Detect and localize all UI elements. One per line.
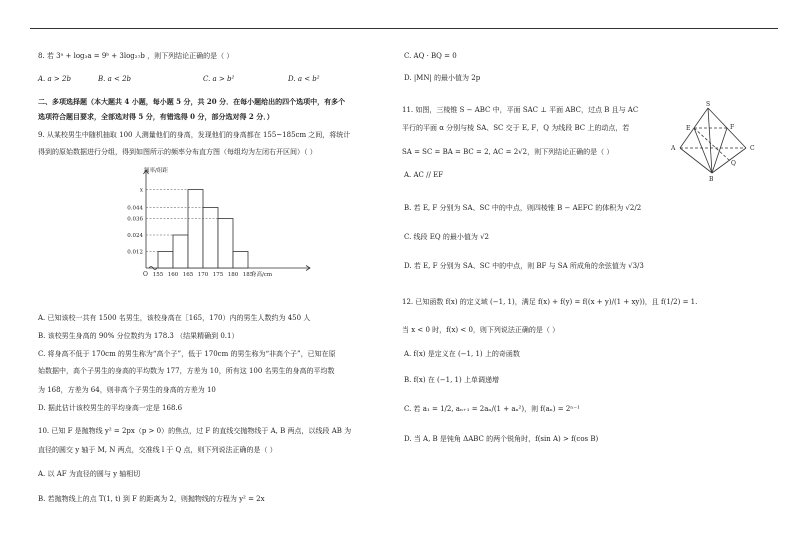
label-f: F xyxy=(730,124,735,131)
histogram-bar xyxy=(173,235,188,268)
q9-option-c-line2: 始数据中，高个子男生的身高的平均数为 177，方差为 10，所有这 100 名男生的身高的平均数 xyxy=(38,367,335,375)
q10-option-c: C. AQ · BQ = 0 xyxy=(404,52,457,60)
y-tick-label: 0.044 xyxy=(127,205,143,212)
q11-line1: 11. 如图，三棱锥 S − ABC 中，平面 SAC ⊥ 平面 ABC，过点 B 且与 AC xyxy=(402,106,639,114)
q9-option-d: D. 据此估计该校男生的平均身高一定是 168.6 xyxy=(38,404,183,412)
edge-cb xyxy=(712,148,746,173)
histogram-bar xyxy=(218,219,233,269)
q11-option-a: A. AC // EF xyxy=(404,171,444,179)
histogram-bar xyxy=(188,190,203,269)
q11-option-c: C. 线段 EQ 的最小值为 √2 xyxy=(404,233,489,241)
origin-label: O xyxy=(143,271,148,278)
edge-sb xyxy=(708,108,712,173)
q10-option-d: D. |MN| 的最小值为 2p xyxy=(404,74,481,82)
x-tick-label: 160 xyxy=(167,272,179,278)
q12-option-a: A. f(x) 是定义在 (−1, 1) 上的奇函数 xyxy=(404,350,520,358)
label-e: E xyxy=(686,125,691,132)
label-s: S xyxy=(706,101,711,108)
header-rule xyxy=(30,28,778,29)
q10-line2: 直径的圆交 y 轴于 M, N 两点，交准线 l 于 Q 点，则下列说法正确的是（ ） xyxy=(38,446,277,454)
q12-option-c: C. 若 a₁ = 1/2, aₙ₊₁ = 2aₙ/(1 + aₙ²)，则 f(aₙ) = 2ⁿ⁻¹ xyxy=(404,405,580,413)
tetrahedron-diagram xyxy=(668,100,763,182)
edge-fb xyxy=(712,128,727,173)
x-tick-label: 175 xyxy=(212,272,224,278)
label-q: Q xyxy=(731,160,736,167)
q12-option-b: B. f(x) 在 (−1, 1) 上单调递增 xyxy=(404,376,499,384)
histogram-bar xyxy=(158,252,173,269)
q9-option-a: A. 已知该校一共有 1500 名男生，该校身高在［165，170）内的男生人数约为 450 人 xyxy=(38,314,311,322)
y-tick-label: 0.036 xyxy=(127,216,143,223)
label-c: C xyxy=(750,145,755,152)
histogram-bar xyxy=(203,208,218,269)
q8-option-d: D. a < b² xyxy=(288,75,320,83)
x-tick-label: 155 xyxy=(152,272,164,278)
q9-line2: 得到的原始数据进行分组，得到如图所示的频率分布直方图（每组均为左闭右开区间）（ ） xyxy=(38,148,317,156)
q11-line3: SA = SC = BA = BC = 2, AC = 2√2，则下列结论正确的是（ ） xyxy=(402,148,614,156)
q10-line1: 10. 已知 F 是抛物线 y² = 2px（p > 0）的焦点，过 F 的直线交抛物线于 A, B 两点，以线段 AB 为 xyxy=(38,427,352,435)
q9-option-b: B. 该校男生身高的 90% 分位数约为 178.3 （结果精确到 0.1） xyxy=(38,332,239,340)
q9-line1: 9. 从某校男生中随机抽取 100 人测量他们的身高，发现他们的身高都在 155~185cm 之间，将统计 xyxy=(38,131,351,139)
x-tick-label: 185 xyxy=(242,272,254,278)
q9-option-c-line1: C. 将身高不低于 170cm 的男生称为“高个子”，低于 170cm 的男生称为“非高个子”，已知在原 xyxy=(38,350,336,358)
y-tick-label: 0.024 xyxy=(127,233,143,239)
y-tick-label: x xyxy=(139,187,143,194)
label-a: A xyxy=(671,145,676,152)
x-tick-label: 165 xyxy=(182,272,194,278)
edge-eq xyxy=(694,128,729,160)
q12-line2: 当 x < 0 时，f(x) < 0，则下列说法正确的是（ ） xyxy=(402,326,560,334)
q10-option-b: B. 若抛物线上的点 T(1, t) 到 F 的距离为 2，则抛物线的方程为 y² = 2x xyxy=(38,495,265,503)
q10-option-a: A. 以 AF 为直径的圆与 y 轴相切 xyxy=(38,470,141,478)
q8-option-c: C. a > b² xyxy=(203,75,235,83)
histogram-bar xyxy=(233,252,248,269)
q11-line2: 平行的平面 α 分别与棱 SA、SC 交于 E, F，Q 为线段 BC 上的动点，若 xyxy=(402,124,630,132)
q9-option-c-line3: 为 168，方差为 64，则非高个子男生的身高的方差为 10 xyxy=(38,386,216,394)
y-tick-label: 0.012 xyxy=(127,249,143,256)
q11-option-b: B. 若 E, F 分别为 SA、SC 中的中点，则四棱锥 B − AEFC 的体积为 √2/2 xyxy=(404,204,642,212)
section2-line1: 二、多项选择题（本大题共 4 小题，每小题 5 分，共 20 分．在每小题给出的四个选项中，有多个 xyxy=(38,97,346,106)
section2-line2: 选项符合题目要求，全部选对得 5 分，有错选得 0 分，部分选对得 2 分．） xyxy=(38,112,274,121)
q8-option-a: A. a > 2b xyxy=(38,75,71,83)
x-tick-label: 170 xyxy=(197,272,209,278)
q8-stem: 8. 若 3ᵃ + log₃a = 9ᵇ + 3log₂₇b ，则下列结论正确的是（ ） xyxy=(38,52,234,60)
frequency-histogram xyxy=(110,158,330,300)
label-b: B xyxy=(709,176,714,182)
q12-option-d: D. 当 A, B 是钝角 ΔABC 的两个锐角时，f(sin A) > f(cos B) xyxy=(404,435,599,443)
q8-option-b: B. a < 2b xyxy=(98,75,132,83)
x-axis-label: 身高/cm xyxy=(251,272,273,278)
x-tick-label: 180 xyxy=(227,272,239,278)
q11-option-d: D. 若 E, F 分别为 SA、SC 中的中点，则 BF 与 SA 所成角的余弦值为 √3/3 xyxy=(404,262,644,270)
y-axis-label: 频率/组距 xyxy=(144,168,168,174)
q12-line1: 12. 已知函数 f(x) 的定义域 (−1, 1)，满足 f(x) + f(y) = f((x + y)/(1 + xy))，且 f(1/2) = 1. xyxy=(402,298,698,306)
